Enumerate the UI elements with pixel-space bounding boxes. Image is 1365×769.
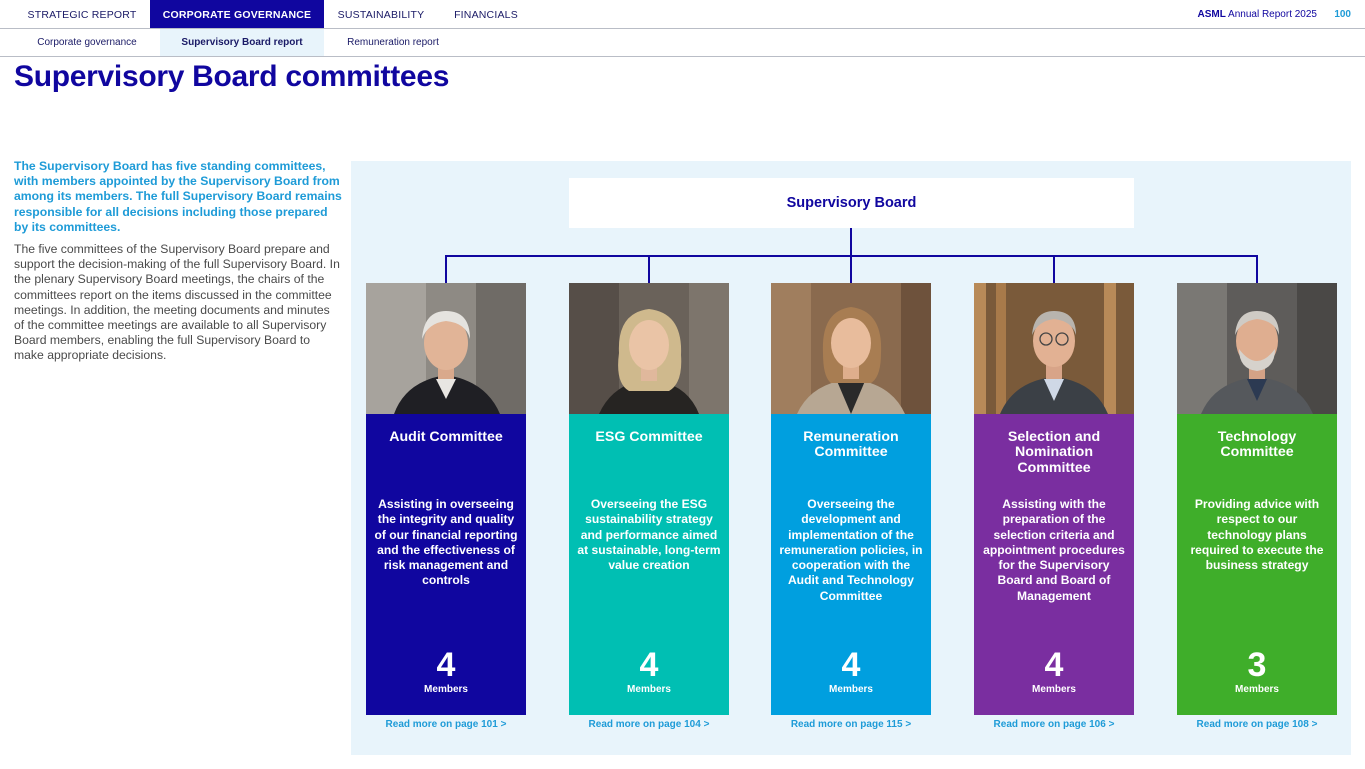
committee-name: Technology Committee — [1217, 429, 1297, 461]
supervisory-board-box: Supervisory Board — [569, 178, 1134, 228]
intro-lead: The Supervisory Board has five standing committees, with members appointed by the Supervisory Board from among its members. The full Supervisory Board remains responsible for all decisions including those prepared by its committees. — [14, 159, 342, 234]
brand-report-title: Annual Report 2025 — [1225, 9, 1317, 20]
member-count-label: Members — [627, 684, 671, 695]
committee-description: Assisting with the preparation of the selection criteria and appointment procedures for the Supervisory Board and Board of Management — [983, 497, 1125, 603]
committee-panel — [366, 414, 526, 715]
sub-navigation — [0, 29, 1365, 57]
member-count-label: Members — [1032, 684, 1076, 695]
subtab-supervisory-board-report[interactable]: Supervisory Board report — [160, 29, 324, 56]
member-portrait — [366, 283, 526, 414]
committee-name: Selection and Nomination Committee — [1007, 429, 1101, 476]
member-count-label: Members — [424, 684, 468, 695]
page-number: 100 — [1334, 9, 1351, 20]
read-more-link[interactable]: Read more on page 108 > — [1196, 719, 1318, 730]
member-count: 3 — [1247, 646, 1267, 684]
member-portrait — [569, 283, 729, 414]
report-brand — [1197, 0, 1317, 30]
member-count: 4 — [1044, 646, 1064, 684]
brand-name: ASML — [1197, 9, 1226, 20]
page-title: Supervisory Board committees — [14, 60, 450, 93]
tab-corporate-governance[interactable]: CORPORATE GOVERNANCE — [150, 0, 324, 28]
committee-name: Remuneration Committee — [803, 429, 899, 461]
subtab-remuneration-report[interactable]: Remuneration report — [347, 37, 439, 48]
member-portrait — [1177, 283, 1337, 414]
member-portrait — [771, 283, 931, 414]
committee-description: Overseeing the ESG sustainability strategy and performance aimed at sustainable, long-term value creation — [577, 497, 721, 573]
committee-description: Providing advice with respect to our technology plans required to execute the business strategy — [1190, 497, 1324, 573]
member-count-label: Members — [1235, 684, 1279, 695]
committee-description: Assisting in overseeing the integrity and quality of our financial reporting and the effectiveness of risk management and controls — [374, 497, 518, 588]
member-portrait — [974, 283, 1134, 414]
read-more-link[interactable]: Read more on page 115 > — [790, 719, 912, 730]
member-count: 4 — [639, 646, 659, 684]
committee-description: Overseeing the development and implementation of the remuneration policies, in cooperation with the Audit and Technology Committee — [779, 497, 923, 603]
committee-panel — [569, 414, 729, 715]
read-more-link[interactable]: Read more on page 101 > — [385, 719, 507, 730]
member-count: 4 — [436, 646, 456, 684]
member-count-label: Members — [829, 684, 873, 695]
committee-panel — [974, 414, 1134, 715]
read-more-link[interactable]: Read more on page 104 > — [588, 719, 710, 730]
committee-panel — [771, 414, 931, 715]
subtab-corporate-governance[interactable]: Corporate governance — [37, 37, 137, 48]
top-navigation — [0, 0, 1365, 29]
member-count: 4 — [841, 646, 861, 684]
read-more-link[interactable]: Read more on page 106 > — [993, 719, 1115, 730]
tab-financials[interactable]: FINANCIALS — [454, 9, 518, 21]
tab-strategic-report[interactable]: STRATEGIC REPORT — [27, 9, 137, 21]
committee-name: ESG Committee — [595, 429, 703, 445]
intro-body: The five committees of the Supervisory Board prepare and support the decision-making of the full Supervisory Board. In the plenary Supervisory Board meetings, the chairs of the committees report on the items discussed in the committee meetings. In addition, the meeting documents and minutes of the committee meetings are available to all Supervisory Board members, enabling the full Supervisory Board to make appropriate decisions. — [14, 242, 340, 363]
committee-panel — [1177, 414, 1337, 715]
tab-sustainability[interactable]: SUSTAINABILITY — [337, 9, 425, 21]
committee-name: Audit Committee — [389, 429, 503, 445]
